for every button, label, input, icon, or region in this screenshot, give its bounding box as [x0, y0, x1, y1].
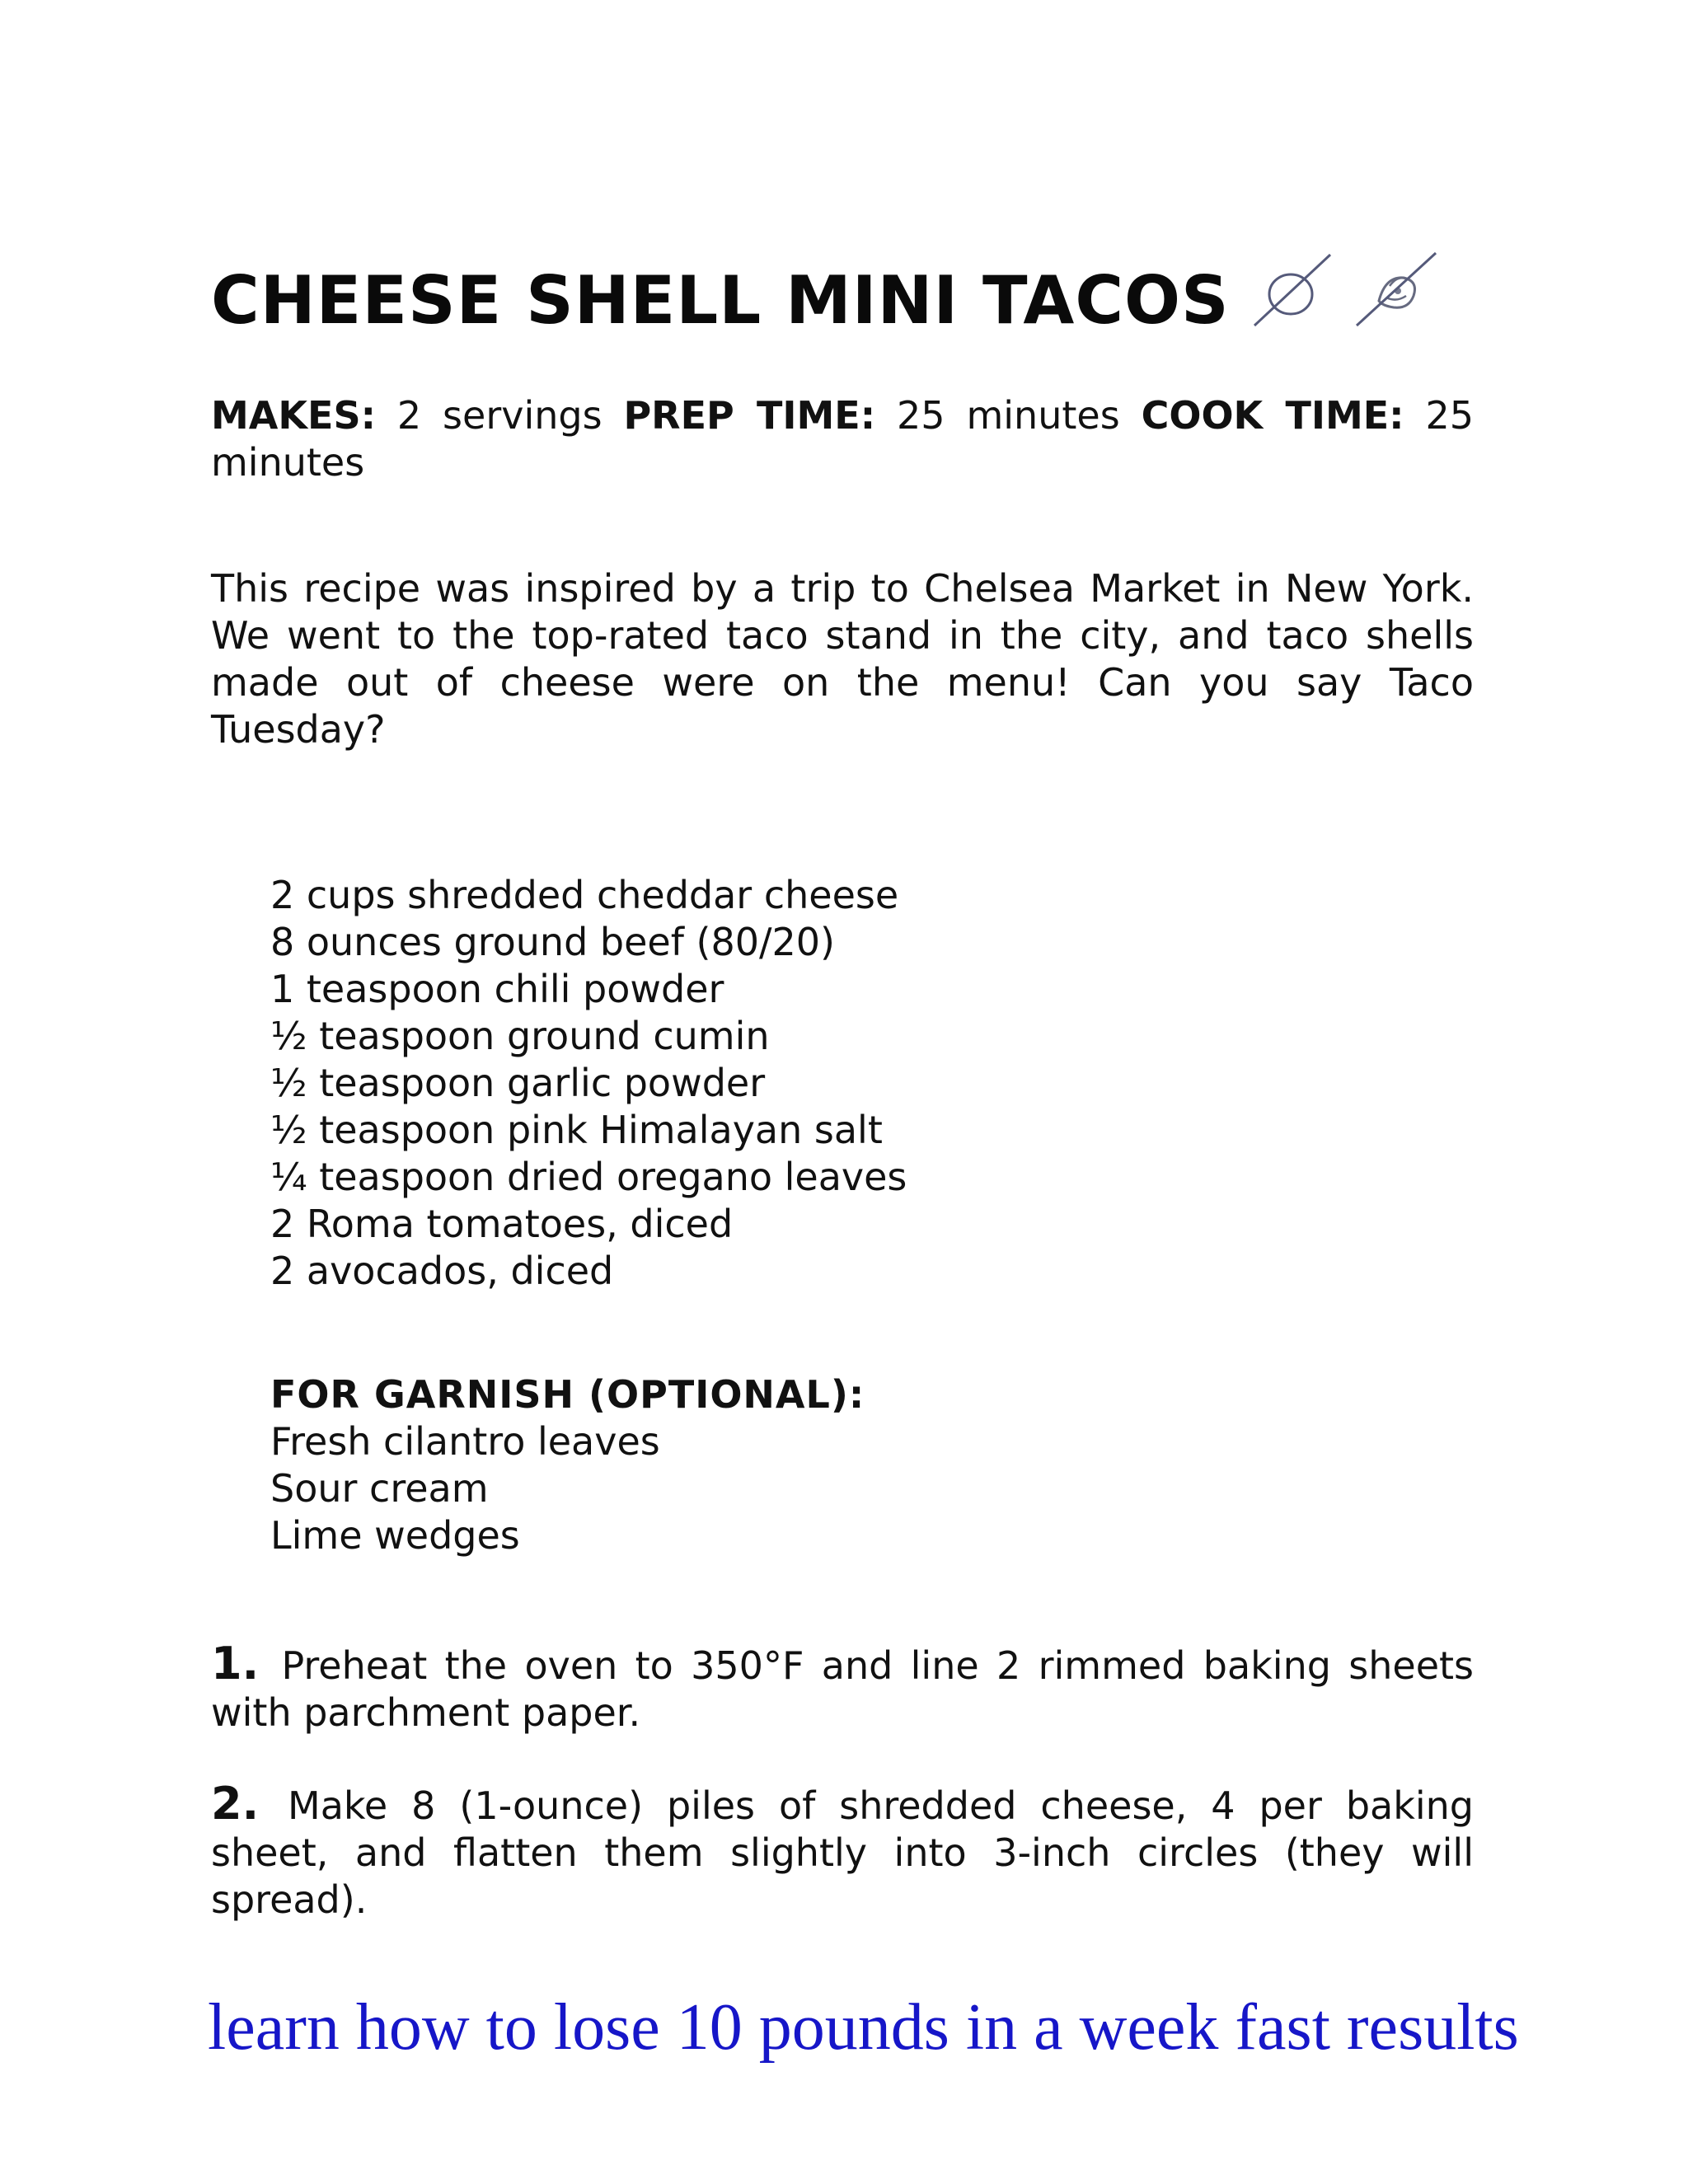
garnish-list [270, 1418, 865, 1559]
ingredient-item: 2 cups shredded cheddar cheese [270, 873, 899, 917]
recipe-title: CHEESE SHELL MINI TACOS [211, 262, 1230, 339]
step-1 [211, 1640, 1474, 1736]
prep-time-value: 25 minutes [897, 393, 1120, 438]
ingredient-item: 2 avocados, diced [270, 1249, 614, 1293]
ingredient-item: ½ teaspoon ground cumin [270, 1014, 770, 1058]
step-number: 1. [211, 1638, 260, 1690]
garnish-section [270, 1371, 865, 1559]
ingredient-item: ½ teaspoon pink Himalayan salt [270, 1108, 883, 1152]
promo-link[interactable]: learn how to lose 10 pounds in a week fast results [208, 1991, 1519, 2064]
makes-value: 2 servings [396, 393, 603, 438]
cook-time-label: COOK TIME: [1141, 393, 1404, 438]
cook-time-value: 25 minutes [211, 393, 1475, 485]
null-set-icon [1248, 243, 1339, 334]
step-text: Preheat the oven to 350°F and line 2 rimmed baking sheets with parchment paper. [211, 1643, 1475, 1735]
ingredient-item: ½ teaspoon garlic powder [270, 1061, 766, 1105]
ingredient-item: 8 ounces ground beef (80/20) [270, 920, 835, 964]
garnish-item: Fresh cilantro leaves [270, 1419, 660, 1464]
step-2 [211, 1780, 1474, 1924]
step-number: 2. [211, 1778, 260, 1830]
title-row [211, 262, 1441, 339]
garnish-item: Lime wedges [270, 1513, 520, 1558]
ingredient-item: 2 Roma tomatoes, diced [270, 1202, 734, 1246]
garnish-item: Sour cream [270, 1466, 489, 1511]
step-text: Make 8 (1-ounce) piles of shredded cheese, 4 per baking sheet, and flatten them slightly into 3-inch circles (they will spread). [211, 1783, 1475, 1922]
garnish-heading: FOR GARNISH (OPTIONAL): [270, 1372, 865, 1417]
diet-icons [1248, 243, 1441, 334]
recipe-intro: This recipe was inspired by a trip to Chelsea Market in New York. We went to the top-rated taco stand in the city, and taco shells made out of cheese were on the menu! Can you say Taco Tuesday? [211, 566, 1474, 752]
dairy-free-crossed-icon [1350, 243, 1441, 334]
prep-time-label: PREP TIME: [623, 393, 876, 438]
ingredient-list [270, 872, 907, 1295]
ingredient-item: ¼ teaspoon dried oregano leaves [270, 1155, 907, 1199]
makes-label: MAKES: [211, 393, 376, 438]
ingredient-item: 1 teaspoon chili powder [270, 967, 724, 1011]
recipe-meta [211, 392, 1474, 486]
